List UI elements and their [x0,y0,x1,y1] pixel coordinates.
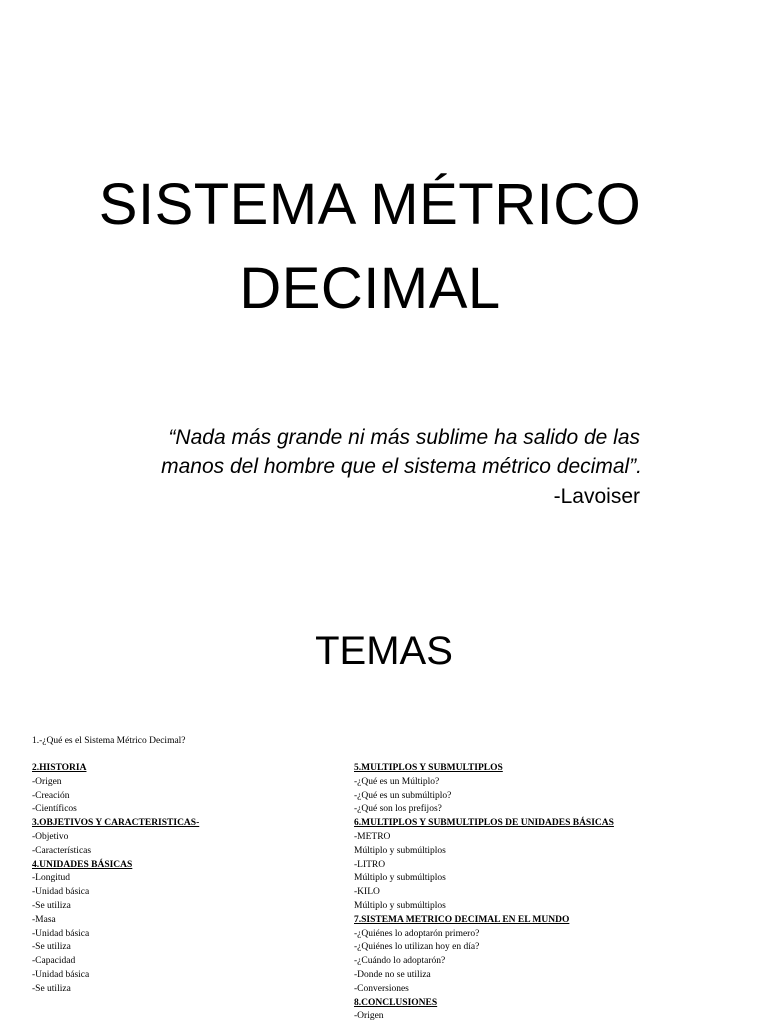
toc-item: -Origen [354,1011,384,1022]
toc-heading: 6.MULTIPLOS Y SUBMULTIPLOS DE UNIDADES BÁSICAS [354,818,614,829]
toc-item: -¿Qué es un Múltiplo? [354,776,440,787]
toc-item: -¿Quiénes lo utilizan hoy en día? [354,942,480,953]
toc-item: -Conversiones [354,983,409,994]
toc-right-column [354,762,614,1024]
quote [100,423,642,481]
toc-heading: 8.CONCLUSIONES [354,997,438,1008]
toc-item: -Se utiliza [32,942,71,953]
toc-item: -METRO [354,831,391,842]
toc-item: -¿Cuándo lo adoptarón? [354,956,446,967]
toc-intro: 1.-¿Qué es el Sistema Métrico Decimal? [32,736,186,746]
toc-item: Múltiplo y submúltiplos [354,845,446,856]
toc-item: -Donde no se utiliza [354,969,431,980]
quote-author: -Lavoiser [553,485,640,508]
toc-item: -Se utiliza [32,900,71,911]
toc-item: -Masa [32,914,56,925]
title-line-2: DECIMAL [239,256,501,321]
section-heading-temas: TEMAS [315,629,453,673]
toc-item: -Creación [32,790,70,801]
toc-item: -Unidad básica [32,887,90,898]
toc-item: -KILO [354,887,380,898]
toc-heading: 7.SISTEMA METRICO DECIMAL EN EL MUNDO [354,914,570,925]
toc-heading: 4.UNIDADES BÁSICAS [32,859,133,870]
toc-item: -Objetivo [32,831,69,842]
toc-item: -Se utiliza [32,983,71,994]
toc-left-column [32,762,199,997]
toc-heading: 2.HISTORIA [32,763,87,773]
toc-item: -Unidad básica [32,928,90,939]
toc-heading: 5.MULTIPLOS Y SUBMULTIPLOS [354,763,503,773]
toc-item: -Científicos [32,804,77,815]
toc-item: -LITRO [354,859,386,870]
toc-item: Múltiplo y submúltiplos [354,900,446,911]
toc-item: -¿Qué es un submúltiplo? [354,790,452,801]
title-line-1: SISTEMA MÉTRICO [98,172,642,237]
quote-line-1: “Nada más grande ni más sublime ha salido de las [168,426,640,449]
toc-item: -¿Quiénes lo adoptarón primero? [354,928,480,939]
toc-item: -Características [32,845,92,856]
toc-heading: 3.OBJETIVOS Y CARACTERISTICAS- [32,818,200,829]
toc-item: -Longitud [32,873,70,884]
quote-line-2: manos del hombre que el sistema métrico decimal”. [161,455,642,478]
toc-item: -¿Qué son los prefijos? [354,804,442,815]
toc-item: -Unidad básica [32,969,90,980]
toc-item: -Origen [32,776,62,787]
toc-item: Múltiplo y submúltiplos [354,873,446,884]
page-title [0,163,740,331]
toc-item: -Capacidad [32,956,76,967]
